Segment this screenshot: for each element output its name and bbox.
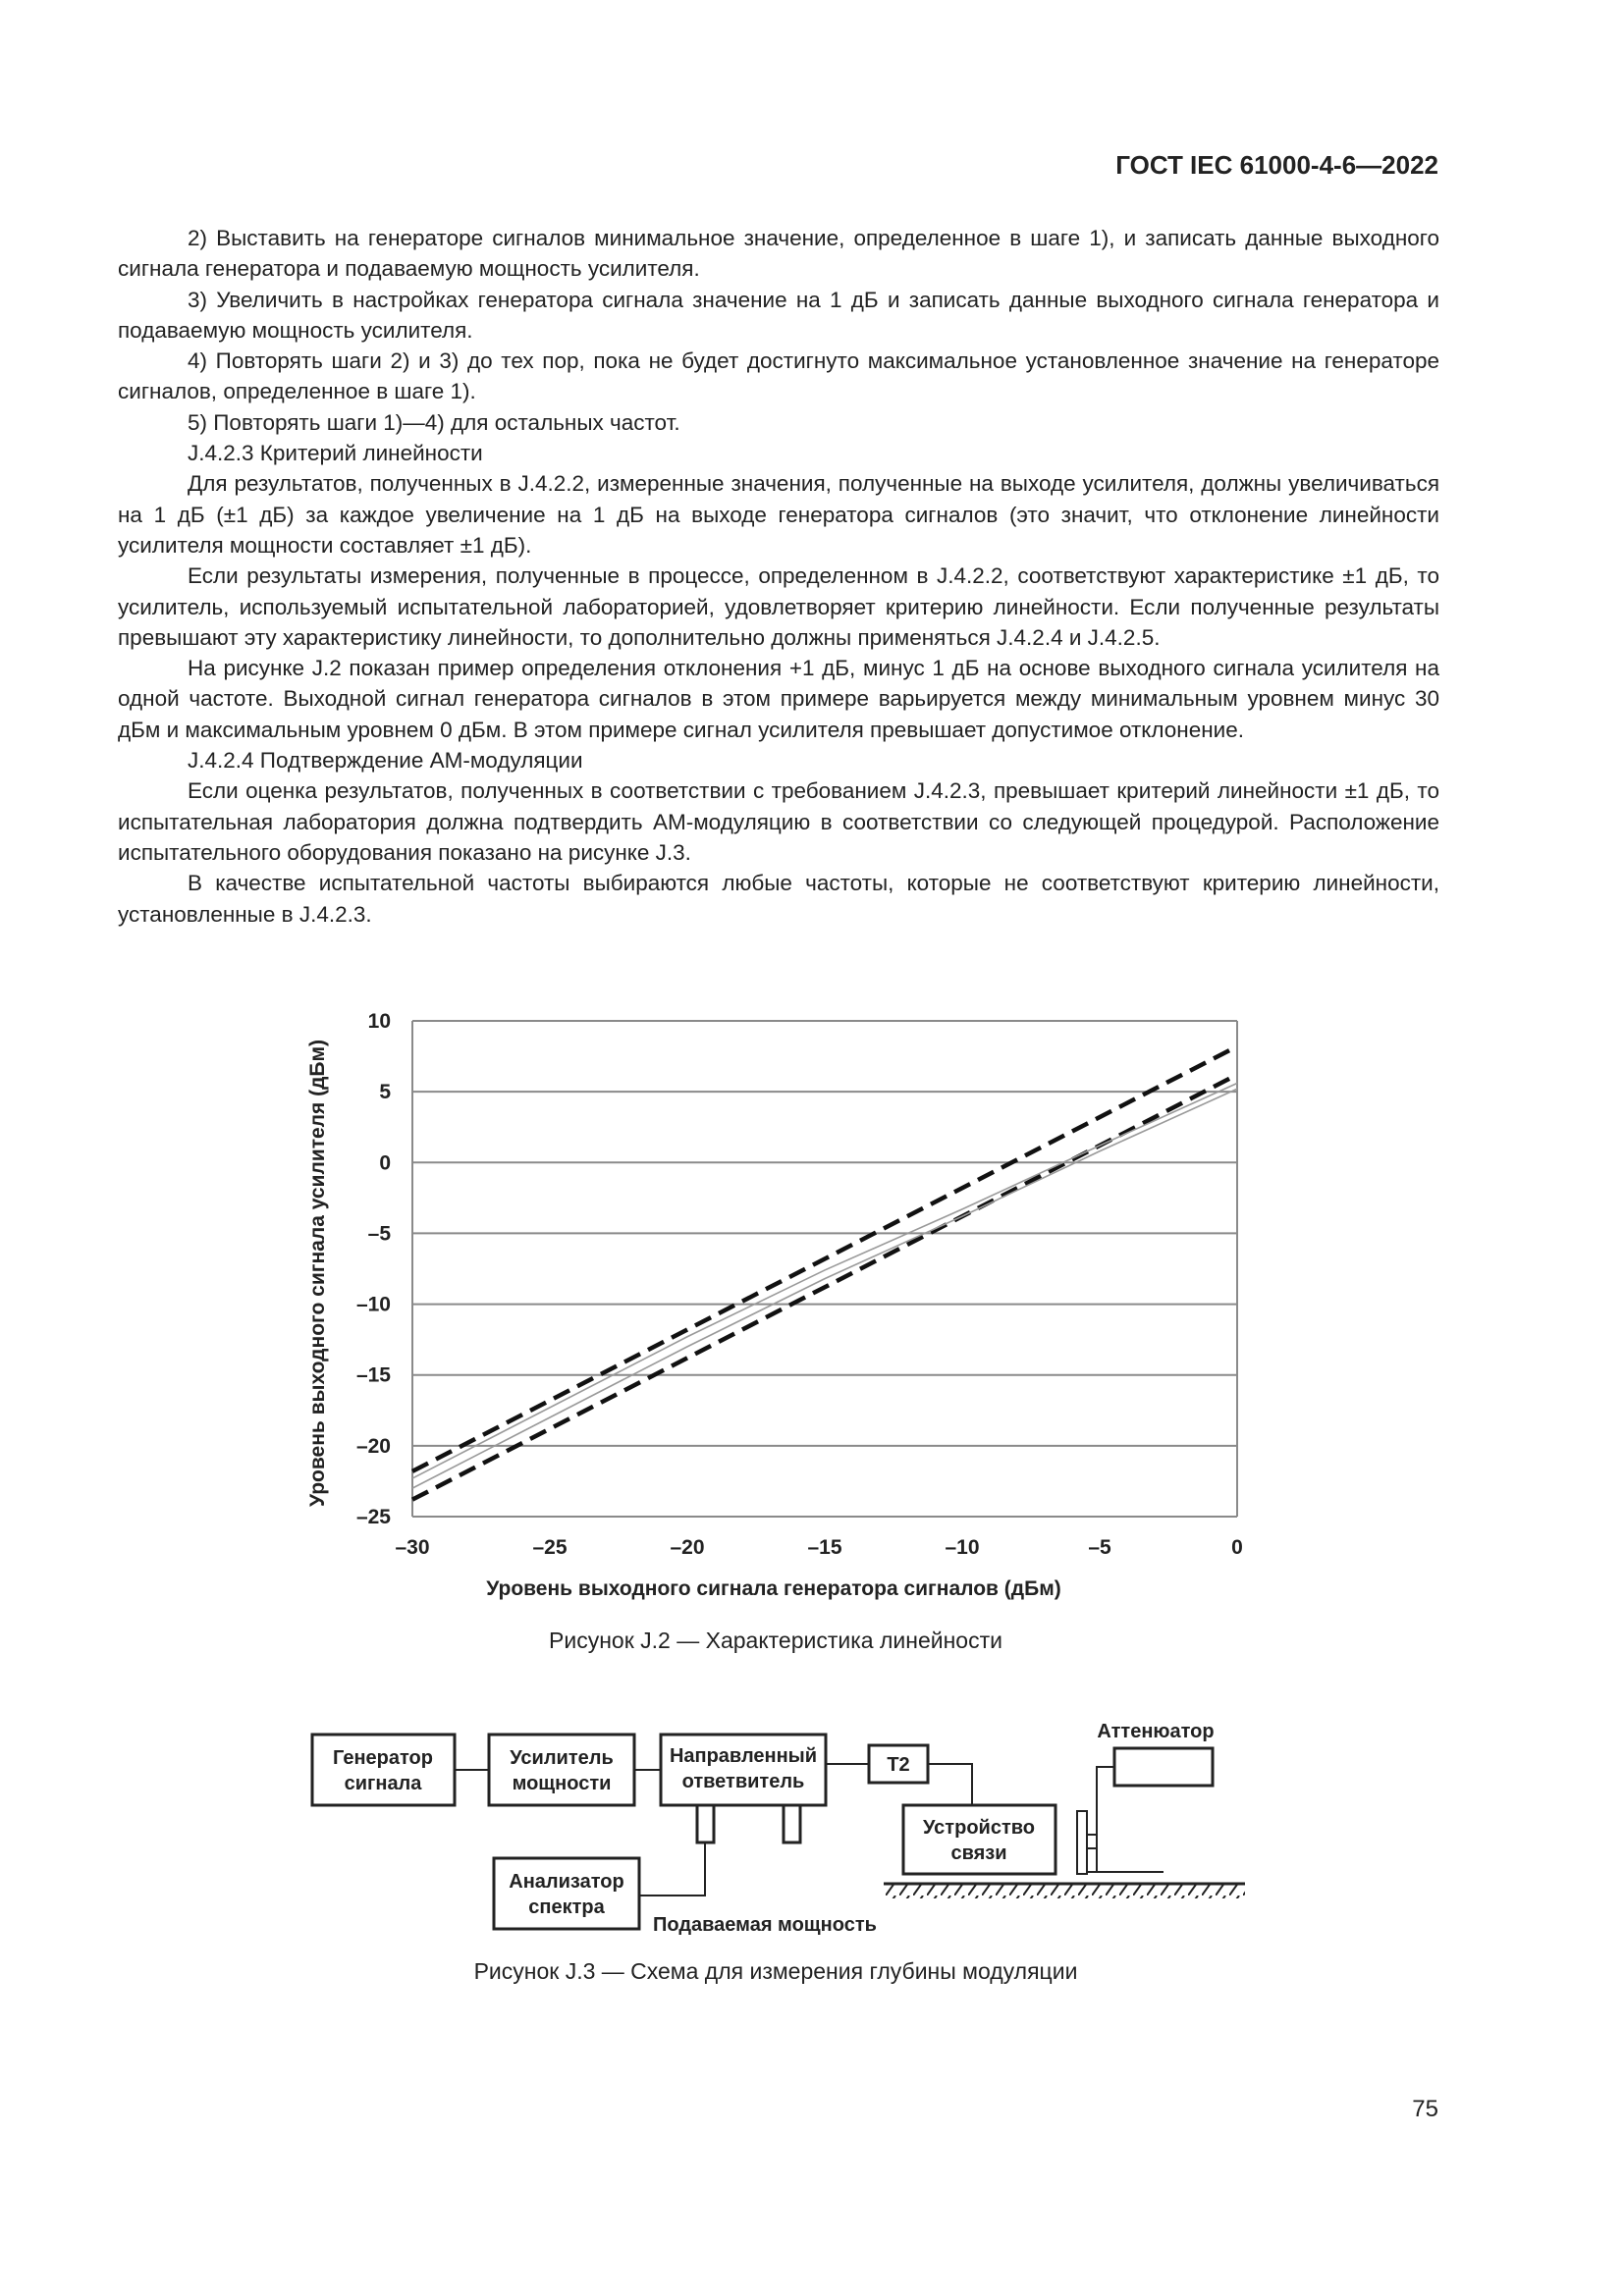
x-tick-label: –10 bbox=[945, 1536, 980, 1559]
section-heading: J.4.2.3 Критерий линейности bbox=[188, 441, 483, 466]
paragraph: Если оценка результатов, полученных в соответствии с требованием J.4.2.3, превышает критерий линейности ±1 дБ, то испытательная лаборатория должна подтвердить АМ-модуляцию в соответствии со следующей процедурой. Расположение испытательного оборудования показано на рисунке J.3. bbox=[118, 778, 1439, 865]
ground-plane bbox=[884, 1885, 1245, 1898]
attenuator-block bbox=[1114, 1748, 1213, 1786]
x-axis-label: Уровень выходного сигнала генератора сигналов (дБм) bbox=[486, 1577, 1061, 1600]
paragraph: 2) Выставить на генераторе сигналов минимальное значение, определенное в шаге 1), и записать данные выходного сигнала генератора и подаваемую мощность усилителя. bbox=[118, 226, 1439, 282]
x-tick-label: 0 bbox=[1231, 1536, 1243, 1559]
analyzer-block bbox=[494, 1858, 639, 1929]
measurement-setup-diagram bbox=[295, 1703, 1267, 1949]
figure-j2-caption: Рисунок J.2 — Характеристика линейности bbox=[549, 1628, 1002, 1653]
amplifier-label: мощности bbox=[512, 1773, 612, 1794]
linearity-chart bbox=[295, 996, 1267, 1615]
paragraph: Если результаты измерения, полученные в процессе, определенном в J.4.2.2, соответствуют характеристике ±1 дБ, то усилитель, используемый испытательной лабораторией, удовлетворяет критерию линейности. Если полученные результаты превышают эту характеристику линейности, то дополнительно должны применяться J.4.2.4 и J.4.2.5. bbox=[118, 563, 1439, 650]
attenuator-line bbox=[1097, 1767, 1114, 1872]
body-text bbox=[118, 223, 1439, 930]
coupler-label: ответвитель bbox=[681, 1771, 805, 1792]
paragraph: 4) Повторять шаги 2) и 3) до тех пор, пока не будет достигнуто максимальное установленное значение на генераторе сигналов, определенное в шаге 1). bbox=[118, 348, 1439, 404]
section-heading: J.4.2.4 Подтверждение АМ-модуляции bbox=[188, 748, 583, 774]
page-header-title: ГОСТ IEC 61000-4-6—2022 bbox=[1115, 150, 1438, 180]
coupler-label: Направленный bbox=[669, 1745, 818, 1767]
y-tick-label: 0 bbox=[379, 1151, 391, 1175]
y-tick-label: –20 bbox=[355, 1434, 391, 1458]
y-tick-label: –15 bbox=[355, 1363, 391, 1387]
series-line-dashed bbox=[412, 1046, 1237, 1471]
y-tick-label: –10 bbox=[355, 1293, 391, 1316]
figure-j3-caption: Рисунок J.3 — Схема для измерения глубины модуляции bbox=[473, 1958, 1078, 1984]
x-tick-label: –30 bbox=[395, 1536, 430, 1559]
paragraph: Для результатов, полученных в J.4.2.2, измеренные значения, полученные на выходе усилителя, должны увеличиваться на 1 дБ (±1 дБ) за каждое увеличение на 1 дБ на выходе генератора сигналов (это значит, что отклонение линейности усилителя мощности составляет ±1 дБ). bbox=[118, 471, 1439, 558]
device-label: Устройство bbox=[923, 1817, 1035, 1839]
x-tick-label: –25 bbox=[532, 1536, 568, 1559]
x-tick-label: –5 bbox=[1088, 1536, 1111, 1559]
page-number: 75 bbox=[1412, 2096, 1438, 2122]
series-line bbox=[412, 1083, 1237, 1478]
y-axis-label: Уровень выходного сигнала усилителя (дБм) bbox=[306, 1039, 329, 1508]
y-tick-label: –25 bbox=[355, 1506, 391, 1528]
ground-plane-clamp bbox=[1077, 1811, 1087, 1874]
ground-plane-clamp bbox=[1087, 1835, 1097, 1848]
amplifier-block bbox=[489, 1735, 634, 1805]
generator-block bbox=[312, 1735, 455, 1805]
amplifier-label: Усилитель bbox=[510, 1747, 614, 1769]
x-tick-label: –20 bbox=[670, 1536, 705, 1559]
paragraph: 3) Увеличить в настройках генератора сигнала значение на 1 дБ и записать данные выходного сигнала генератора и подаваемую мощность усилителя. bbox=[118, 287, 1439, 343]
generator-label: Генератор bbox=[333, 1747, 433, 1769]
device-label: связи bbox=[950, 1842, 1007, 1864]
t2-label: Т2 bbox=[887, 1754, 910, 1776]
attenuator-label: Аттенюатор bbox=[1097, 1721, 1215, 1742]
x-tick-label: –15 bbox=[807, 1536, 842, 1559]
y-tick-label: 5 bbox=[379, 1081, 391, 1104]
analyzer-label: спектра bbox=[528, 1896, 605, 1918]
y-tick-label: –5 bbox=[367, 1222, 391, 1246]
analyzer-label: Анализатор bbox=[509, 1871, 624, 1893]
paragraph: 5) Повторять шаги 1)—4) для остальных частот. bbox=[188, 409, 680, 435]
connection-line bbox=[639, 1842, 705, 1896]
paragraph: В качестве испытательной частоты выбираются любые частоты, которые не соответствуют критерию линейности, установленные в J.4.2.3. bbox=[118, 871, 1439, 927]
generator-label: сигнала bbox=[344, 1773, 422, 1794]
coupler-probe bbox=[697, 1805, 714, 1842]
forward-power-label: Подаваемая мощность bbox=[653, 1914, 877, 1936]
paragraph: На рисунке J.2 показан пример определения отклонения +1 дБ, минус 1 дБ на основе выходного сигнала усилителя на одной частоте. Выходной сигнал генератора сигналов в этом примере варьируется между минимальным уровнем минус 30 дБм и максимальным уровнем 0 дБм. В этом примере сигнал усилителя превышает допустимое отклонение. bbox=[118, 656, 1439, 742]
coupler-probe bbox=[784, 1805, 800, 1842]
y-tick-label: 10 bbox=[367, 1010, 391, 1033]
connection-line bbox=[928, 1764, 972, 1805]
